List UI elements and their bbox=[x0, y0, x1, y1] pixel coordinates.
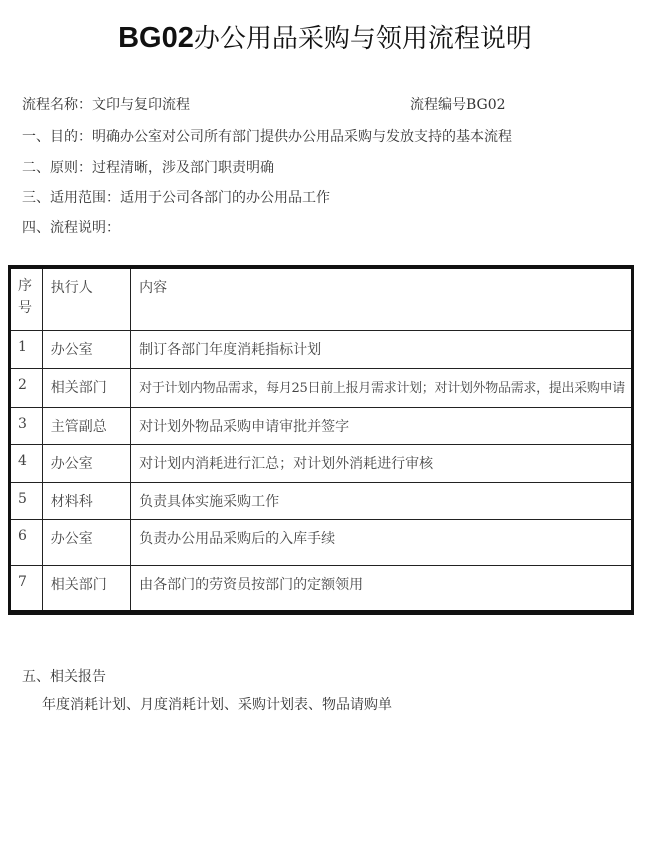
row-content: 制订各部门年度消耗指标计划 bbox=[131, 330, 633, 368]
table-row bbox=[10, 565, 633, 612]
table-header-row bbox=[10, 267, 633, 330]
document-title bbox=[0, 18, 650, 55]
section-related-reports: 五、相关报告 bbox=[22, 669, 106, 685]
row-no: 1 bbox=[10, 330, 43, 368]
table-row bbox=[10, 482, 633, 519]
header-content: 内容 bbox=[131, 267, 633, 330]
row-content: 由各部门的劳资员按部门的定额领用 bbox=[131, 565, 633, 612]
row-content: 对计划内消耗进行汇总；对计划外消耗进行审核 bbox=[131, 444, 633, 482]
row-executor: 办公室 bbox=[42, 519, 130, 565]
row-executor: 相关部门 bbox=[42, 368, 130, 407]
table-row bbox=[10, 407, 633, 444]
row-content: 负责办公用品采购后的入库手续 bbox=[131, 519, 633, 565]
process-code: 流程编号BG02 bbox=[410, 97, 506, 113]
row-no: 4 bbox=[10, 444, 43, 482]
section-purpose: 一、目的：明确办公室对公司所有部门提供办公用品采购与发放支持的基本流程 bbox=[22, 129, 512, 145]
section-process-desc: 四、流程说明： bbox=[22, 220, 120, 236]
table-row bbox=[10, 444, 633, 482]
row-no: 7 bbox=[10, 565, 43, 612]
process-table bbox=[8, 265, 634, 615]
section-scope: 三、适用范围：适用于公司各部门的办公用品工作 bbox=[22, 190, 330, 206]
row-executor: 相关部门 bbox=[42, 565, 130, 612]
title-code: BG02 bbox=[118, 22, 194, 54]
header-no: 序号 bbox=[10, 267, 43, 330]
row-executor: 材料科 bbox=[42, 482, 130, 519]
row-content: 负责具体实施采购工作 bbox=[131, 482, 633, 519]
section-principle: 二、原则：过程清晰，涉及部门职责明确 bbox=[22, 160, 274, 176]
process-name: 流程名称：文印与复印流程 bbox=[22, 97, 190, 113]
row-no: 6 bbox=[10, 519, 43, 565]
row-content: 对于计划内物品需求，每月25日前上报月需求计划；对计划外物品需求，提出采购申请 bbox=[131, 368, 633, 407]
row-content: 对计划外物品采购申请审批并签字 bbox=[131, 407, 633, 444]
row-no: 3 bbox=[10, 407, 43, 444]
row-executor: 办公室 bbox=[42, 444, 130, 482]
row-no: 2 bbox=[10, 368, 43, 407]
table-row bbox=[10, 519, 633, 565]
related-reports-list: 年度消耗计划、月度消耗计划、采购计划表、物品请购单 bbox=[42, 697, 392, 713]
row-executor: 主管副总 bbox=[42, 407, 130, 444]
header-executor: 执行人 bbox=[42, 267, 130, 330]
title-text: 办公用品采购与领用流程说明 bbox=[193, 24, 532, 54]
table-row bbox=[10, 330, 633, 368]
row-executor: 办公室 bbox=[42, 330, 130, 368]
row-no: 5 bbox=[10, 482, 43, 519]
table-row bbox=[10, 368, 633, 407]
